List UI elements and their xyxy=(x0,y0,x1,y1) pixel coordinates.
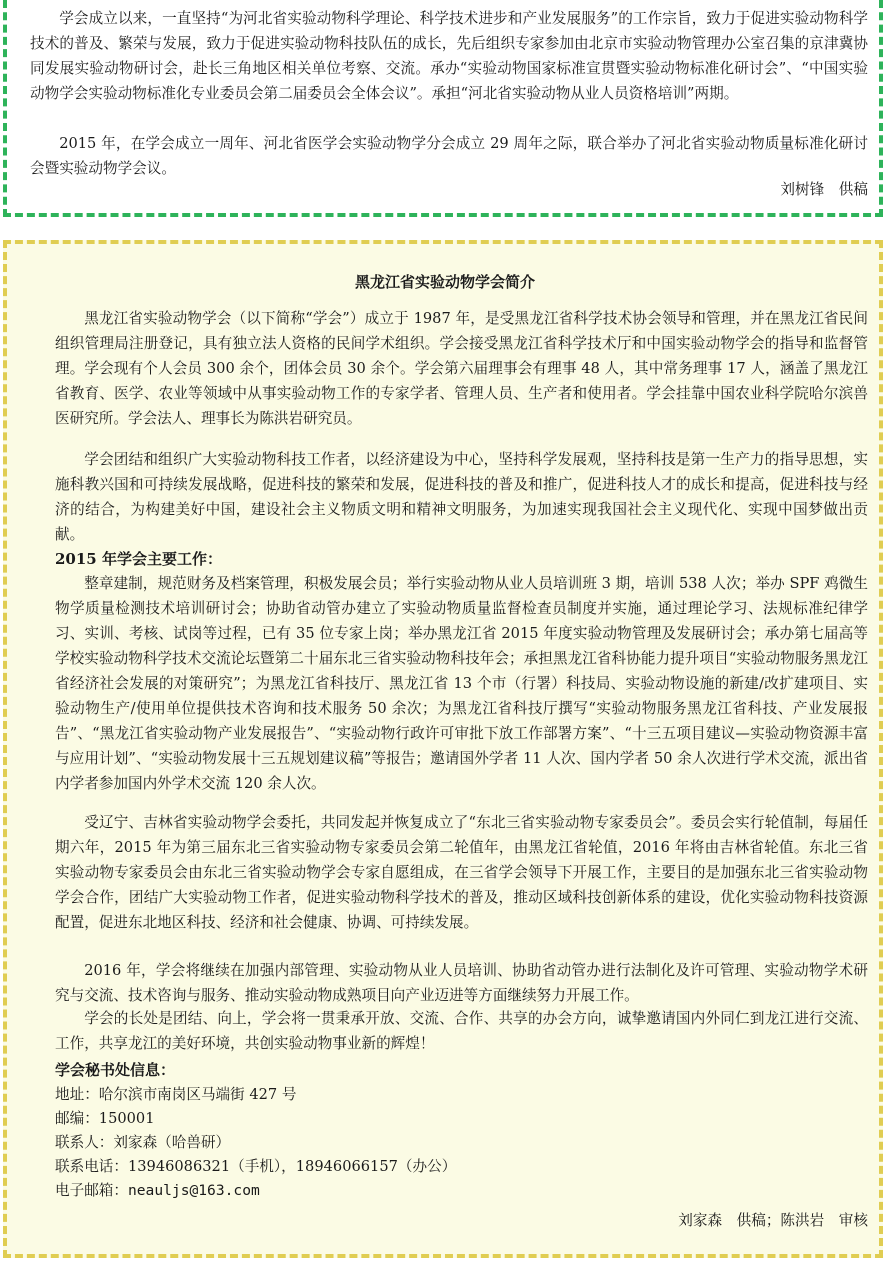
plan-2016-paragraph: 2016 年，学会将继续在加强内部管理、实验动物从业人员培训、协助省动管办进行法制化及许可管理、实验动物学术研究与交流、技术咨询与服务、推动实验动物成熟项目向产业迈进等方面继续努力开展工作。 xyxy=(55,962,868,1004)
work-2015-heading: 2015 年学会主要工作： xyxy=(55,550,222,568)
hebei-paragraph-2: 2015 年，在学会成立一周年、河北省医学会实验动物学分会成立 29 周年之际，联合举办了河北省实验动物质量标准化研讨会暨实验动物学会议。 xyxy=(30,135,868,177)
hebei-credit: 刘树锋 供稿 xyxy=(780,181,868,198)
mission-paragraph: 学会团结和组织广大实验动物科技工作者，以经济建设为中心，坚持科学发展观，坚持科技是第一生产力的指导思想，实施科教兴国和可持续发展战略，促进科技的繁荣和发展，促进科技的普及和推广，促进科技人才的成长和提高，促进科技与经济的结合，为构建美好中国，建设社会主义物质文明和精神文明服务，为加速实现我国社会主义现代化、实现中国梦做出贡献。 xyxy=(55,451,868,543)
email-label: 电子邮箱： xyxy=(55,1182,128,1199)
work-2015-paragraph: 整章建制，规范财务及档案管理，积极发展会员；举行实验动物从业人员培训班 3 期，培训 538 人次；举办 SPF 鸡微生物学质量检测技术培训研讨会；协助省动管办建立了实验动物质量监督检查员制度并实施，通过理论学习、法规标准纪律学习、实训、考核、试岗等过程，已有 35 位专家上岗；举办黑龙江省 2015 年度实验动物管理及发展研讨会；承办第七届高等学校实验动物科学技术交流论坛暨第二十届东北三省实验动物科技年会；承担黑龙江省科协能力提升项目“实验动物服务黑龙江省经济社会发展的对策研究”；为黑龙江省科技厅、黑龙江省 13 个市（行署）科技局、实验动物设施的新建/改扩建项目、实验动物生产/使用单位提供技术咨询和技术服务 50 余次；为黑龙江省科技厅撰写“实验动物服务黑龙江省科技、产业发展报告”、“黑龙江省实验动物产业发展报告”、“实验动物行政许可审批下放工作部署方案”、“十三五项目建议—实验动物资源丰富与应用计划”、“实验动物发展十三五规划建议稿”等报告；邀请国外学者 11 人次、国内学者 50 余人次进行学术交流，派出省内学者参加国内外学术交流 120 余人次。 xyxy=(55,575,868,792)
email-link[interactable]: neauljs@163.com xyxy=(127,1182,260,1199)
closing-paragraph: 学会的长处是团结、向上，学会将一贯秉承开放、交流、合作、共享的办会方向，诚挚邀请国内外同仁到龙江进行交流、工作，共享龙江的美好环境，共创实验动物事业新的辉煌！ xyxy=(55,1010,868,1052)
contact-postcode: 邮编：150001 xyxy=(55,1110,155,1127)
hebei-paragraph-1: 学会成立以来，一直坚持“为河北省实验动物科学理论、科学技术进步和产业发展服务”的工作宗旨，致力于促进实验动物科学技术的普及、繁荣与发展，致力于促进实验动物科技队伍的成长，先后组织专家参加由北京市实验动物管理办公室召集的京津冀协同发展实验动物研讨会，赴长三角地区相关单位考察、交流。承办“实验动物国家标准宣贯暨实验动物标准化研讨会”、“中国实验动物学会实验动物标准化专业委员会第二届委员会全体会议”。承担“河北省实验动物从业人员资格培训”两期。 xyxy=(30,10,868,102)
article-title: 黑龙江省实验动物学会简介 xyxy=(354,273,535,291)
heilongjiang-credit: 刘家森 供稿；陈洪岩 审核 xyxy=(678,1212,868,1229)
contact-address: 地址：哈尔滨市南岗区马端街 427 号 xyxy=(55,1086,297,1103)
intro-paragraph: 黑龙江省实验动物学会（以下简称“学会”）成立于 1987 年，是受黑龙江省科学技术协会领导和管理，并在黑龙江省民间组织管理局注册登记，具有独立法人资格的民间学术组织。学会接受黑龙江省科学技术厅和中国实验动物学会的指导和监督管理。学会现有个人会员 300 余个，团体会员 30 余个。学会第六届理事会有理事 48 人，其中常务理事 17 人，涵盖了黑龙江省教育、医学、农业等领域中从事实验动物工作的专家学者、管理人员、生产者和使用者。学会挂靠中国农业科学院哈尔滨兽医研究所。学会法人、理事长为陈洪岩研究员。 xyxy=(55,310,868,427)
contact-person: 联系人：刘家森（哈兽研） xyxy=(55,1134,231,1151)
contact-email-row xyxy=(55,1178,260,1203)
secretariat-heading: 学会秘书处信息： xyxy=(55,1061,176,1079)
committee-paragraph: 受辽宁、吉林省实验动物学会委托，共同发起并恢复成立了“东北三省实验动物专家委员会”。委员会实行轮值制，每届任期六年，2015 年为第三届东北三省实验动物专家委员会第二轮值年，由黑龙江省轮值，2016 年将由吉林省轮值。东北三省实验动物专家委员会由东北三省实验动物学会专家自愿组成，在三省学会领导下开展工作，主要目的是加强东北三省实验动物学会合作，团结广大实验动物工作者，促进实验动物科学技术的普及，推动区域科技创新体系的建设，优化实验动物科技资源配置，促进东北地区科技、经济和社会健康、协调、可持续发展。 xyxy=(55,814,868,931)
contact-phone: 联系电话：13946086321（手机），18946066157（办公） xyxy=(55,1158,457,1175)
